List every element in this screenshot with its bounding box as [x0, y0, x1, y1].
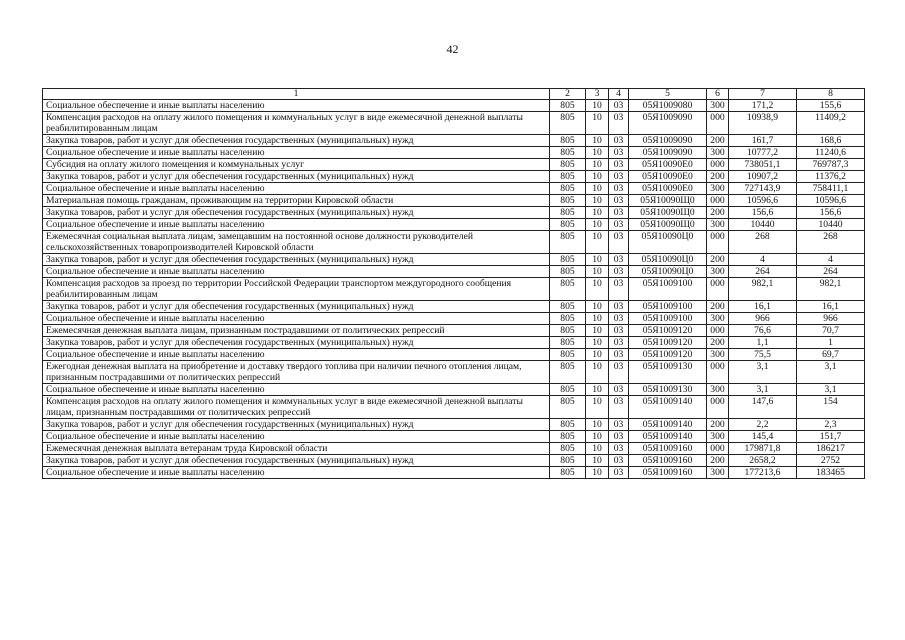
expense-type-cell: 200 [707, 171, 729, 183]
subsection-cell: 03 [609, 254, 629, 266]
amount-year1-cell: 3,1 [729, 361, 797, 384]
expense-type-cell: 000 [707, 443, 729, 455]
amount-year2-cell: 268 [797, 231, 865, 254]
amount-year1-cell: 268 [729, 231, 797, 254]
table-row [43, 455, 865, 467]
code-cell: 805 [550, 147, 586, 159]
expense-type-cell: 000 [707, 325, 729, 337]
column-header: 6 [707, 89, 729, 100]
table-header-row [43, 89, 865, 100]
section-cell: 10 [586, 278, 609, 301]
amount-year2-cell: 151,7 [797, 431, 865, 443]
target-article-cell: 05Я1009120 [629, 349, 707, 361]
expense-type-cell: 300 [707, 349, 729, 361]
amount-year1-cell: 10440 [729, 219, 797, 231]
table-row [43, 195, 865, 207]
expense-type-cell: 000 [707, 361, 729, 384]
amount-year2-cell: 10440 [797, 219, 865, 231]
table-row [43, 396, 865, 419]
code-cell: 805 [550, 301, 586, 313]
item-name-cell: Закупка товаров, работ и услуг для обеспечения государственных (муниципальных) нужд [43, 207, 550, 219]
subsection-cell: 03 [609, 396, 629, 419]
code-cell: 805 [550, 231, 586, 254]
expense-type-cell: 300 [707, 384, 729, 396]
amount-year2-cell: 183465 [797, 467, 865, 479]
code-cell: 805 [550, 100, 586, 112]
target-article-cell: 05Я10090Е0 [629, 159, 707, 171]
target-article-cell: 05Я1009120 [629, 325, 707, 337]
amount-year2-cell: 2752 [797, 455, 865, 467]
amount-year1-cell: 75,5 [729, 349, 797, 361]
column-header: 3 [586, 89, 609, 100]
expense-type-cell: 000 [707, 112, 729, 135]
target-article-cell: 05Я1009090 [629, 135, 707, 147]
section-cell: 10 [586, 431, 609, 443]
code-cell: 805 [550, 361, 586, 384]
table-row [43, 313, 865, 325]
amount-year2-cell: 154 [797, 396, 865, 419]
target-article-cell: 05Я1009130 [629, 361, 707, 384]
section-cell: 10 [586, 135, 609, 147]
amount-year1-cell: 2,2 [729, 419, 797, 431]
code-cell: 805 [550, 278, 586, 301]
item-name-cell: Ежегодная денежная выплата на приобретение и доставку твердого топлива при наличии печного отопления лицам, признанным пострадавшими от политических репрессий [43, 361, 550, 384]
target-article-cell: 05Я1009140 [629, 419, 707, 431]
section-cell: 10 [586, 384, 609, 396]
expense-type-cell: 300 [707, 467, 729, 479]
section-cell: 10 [586, 100, 609, 112]
amount-year1-cell: 147,6 [729, 396, 797, 419]
subsection-cell: 03 [609, 384, 629, 396]
table-row [43, 349, 865, 361]
section-cell: 10 [586, 396, 609, 419]
table-row [43, 337, 865, 349]
section-cell: 10 [586, 254, 609, 266]
column-header: 7 [729, 89, 797, 100]
section-cell: 10 [586, 183, 609, 195]
item-name-cell: Социальное обеспечение и иные выплаты населению [43, 431, 550, 443]
subsection-cell: 03 [609, 171, 629, 183]
section-cell: 10 [586, 419, 609, 431]
expense-type-cell: 000 [707, 159, 729, 171]
section-cell: 10 [586, 301, 609, 313]
target-article-cell: 05Я10090Е0 [629, 183, 707, 195]
target-article-cell: 05Я1009090 [629, 147, 707, 159]
expense-type-cell: 300 [707, 431, 729, 443]
amount-year2-cell: 264 [797, 266, 865, 278]
subsection-cell: 03 [609, 278, 629, 301]
subsection-cell: 03 [609, 361, 629, 384]
amount-year1-cell: 171,2 [729, 100, 797, 112]
target-article-cell: 05Я10090Е0 [629, 171, 707, 183]
target-article-cell: 05Я10090Ц0 [629, 254, 707, 266]
amount-year1-cell: 982,1 [729, 278, 797, 301]
column-header: 1 [43, 89, 550, 100]
code-cell: 805 [550, 467, 586, 479]
item-name-cell: Компенсация расходов на оплату жилого помещения и коммунальных услуг в виде ежемесячной денежной выплаты реабилитированным лицам [43, 112, 550, 135]
table-row [43, 467, 865, 479]
table-row [43, 384, 865, 396]
amount-year2-cell: 982,1 [797, 278, 865, 301]
target-article-cell: 05Я10090Ц0 [629, 231, 707, 254]
column-header: 5 [629, 89, 707, 100]
column-header: 2 [550, 89, 586, 100]
target-article-cell: 05Я1009130 [629, 384, 707, 396]
amount-year2-cell: 4 [797, 254, 865, 266]
code-cell: 805 [550, 112, 586, 135]
target-article-cell: 05Я1009160 [629, 443, 707, 455]
expense-type-cell: 300 [707, 266, 729, 278]
amount-year2-cell: 69,7 [797, 349, 865, 361]
item-name-cell: Социальное обеспечение и иные выплаты населению [43, 266, 550, 278]
subsection-cell: 03 [609, 207, 629, 219]
amount-year1-cell: 3,1 [729, 384, 797, 396]
code-cell: 805 [550, 384, 586, 396]
amount-year2-cell: 11376,2 [797, 171, 865, 183]
code-cell: 805 [550, 135, 586, 147]
code-cell: 805 [550, 171, 586, 183]
section-cell: 10 [586, 349, 609, 361]
expense-type-cell: 200 [707, 455, 729, 467]
page-number: 42 [446, 42, 459, 56]
item-name-cell: Социальное обеспечение и иные выплаты населению [43, 384, 550, 396]
amount-year2-cell: 3,1 [797, 361, 865, 384]
code-cell: 805 [550, 431, 586, 443]
table-row [43, 325, 865, 337]
expense-type-cell: 000 [707, 278, 729, 301]
amount-year2-cell: 758411,1 [797, 183, 865, 195]
expense-type-cell: 200 [707, 207, 729, 219]
expense-type-cell: 000 [707, 396, 729, 419]
amount-year2-cell: 70,7 [797, 325, 865, 337]
item-name-cell: Компенсация расходов за проезд по территории Российской Федерации транспортом междугородного сообщения реабилитированным лицам [43, 278, 550, 301]
amount-year2-cell: 168,6 [797, 135, 865, 147]
expense-type-cell: 300 [707, 183, 729, 195]
code-cell: 805 [550, 396, 586, 419]
amount-year1-cell: 966 [729, 313, 797, 325]
subsection-cell: 03 [609, 159, 629, 171]
subsection-cell: 03 [609, 431, 629, 443]
section-cell: 10 [586, 231, 609, 254]
subsection-cell: 03 [609, 183, 629, 195]
subsection-cell: 03 [609, 135, 629, 147]
table-row [43, 431, 865, 443]
code-cell: 805 [550, 207, 586, 219]
subsection-cell: 03 [609, 467, 629, 479]
target-article-cell: 05Я1009140 [629, 396, 707, 419]
amount-year1-cell: 145,4 [729, 431, 797, 443]
table-row [43, 147, 865, 159]
target-article-cell: 05Я1009090 [629, 112, 707, 135]
item-name-cell: Социальное обеспечение и иные выплаты населению [43, 219, 550, 231]
section-cell: 10 [586, 207, 609, 219]
item-name-cell: Социальное обеспечение и иные выплаты населению [43, 313, 550, 325]
amount-year2-cell: 11240,6 [797, 147, 865, 159]
target-article-cell: 05Я1009120 [629, 337, 707, 349]
amount-year1-cell: 177213,6 [729, 467, 797, 479]
item-name-cell: Компенсация расходов на оплату жилого помещения и коммунальных услуг в виде ежемесячной денежной выплаты лицам, признанным пострадавшими от политических репрессий [43, 396, 550, 419]
subsection-cell: 03 [609, 219, 629, 231]
table-row [43, 443, 865, 455]
section-cell: 10 [586, 455, 609, 467]
expense-type-cell: 300 [707, 219, 729, 231]
item-name-cell: Ежемесячная социальная выплата лицам, замещавшим на постоянной основе должности руководителей сельскохозяйственных товаропроизводителей Кировской области [43, 231, 550, 254]
section-cell: 10 [586, 219, 609, 231]
expense-type-cell: 300 [707, 147, 729, 159]
amount-year1-cell: 76,6 [729, 325, 797, 337]
target-article-cell: 05Я1009100 [629, 313, 707, 325]
item-name-cell: Закупка товаров, работ и услуг для обеспечения государственных (муниципальных) нужд [43, 419, 550, 431]
target-article-cell: 05Я1009100 [629, 278, 707, 301]
target-article-cell: 05Я1009160 [629, 467, 707, 479]
amount-year1-cell: 4 [729, 254, 797, 266]
table-row [43, 231, 865, 254]
amount-year2-cell: 1 [797, 337, 865, 349]
table-row [43, 219, 865, 231]
item-name-cell: Закупка товаров, работ и услуг для обеспечения государственных (муниципальных) нужд [43, 455, 550, 467]
code-cell: 805 [550, 266, 586, 278]
section-cell: 10 [586, 467, 609, 479]
expense-type-cell: 200 [707, 254, 729, 266]
amount-year1-cell: 727143,9 [729, 183, 797, 195]
target-article-cell: 05Я10090Ц0 [629, 266, 707, 278]
amount-year1-cell: 10777,2 [729, 147, 797, 159]
subsection-cell: 03 [609, 301, 629, 313]
amount-year2-cell: 156,6 [797, 207, 865, 219]
section-cell: 10 [586, 159, 609, 171]
item-name-cell: Субсидия на оплату жилого помещения и коммунальных услуг [43, 159, 550, 171]
subsection-cell: 03 [609, 147, 629, 159]
code-cell: 805 [550, 349, 586, 361]
expense-type-cell: 300 [707, 313, 729, 325]
table-row [43, 254, 865, 266]
subsection-cell: 03 [609, 112, 629, 135]
target-article-cell: 05Я1009080 [629, 100, 707, 112]
expense-type-cell: 000 [707, 195, 729, 207]
amount-year1-cell: 156,6 [729, 207, 797, 219]
target-article-cell: 05Я1009140 [629, 431, 707, 443]
table-row [43, 100, 865, 112]
amount-year1-cell: 2658,2 [729, 455, 797, 467]
target-article-cell: 05Я10090Щ0 [629, 207, 707, 219]
item-name-cell: Закупка товаров, работ и услуг для обеспечения государственных (муниципальных) нужд [43, 135, 550, 147]
expense-type-cell: 200 [707, 135, 729, 147]
expense-type-cell: 200 [707, 419, 729, 431]
code-cell: 805 [550, 325, 586, 337]
amount-year1-cell: 738051,1 [729, 159, 797, 171]
item-name-cell: Ежемесячная денежная выплата лицам, признанным пострадавшими от политических репрессий [43, 325, 550, 337]
amount-year1-cell: 264 [729, 266, 797, 278]
subsection-cell: 03 [609, 100, 629, 112]
table-row [43, 361, 865, 384]
amount-year1-cell: 161,7 [729, 135, 797, 147]
table-row [43, 301, 865, 313]
expense-type-cell: 300 [707, 100, 729, 112]
section-cell: 10 [586, 443, 609, 455]
amount-year2-cell: 16,1 [797, 301, 865, 313]
section-cell: 10 [586, 112, 609, 135]
item-name-cell: Закупка товаров, работ и услуг для обеспечения государственных (муниципальных) нужд [43, 254, 550, 266]
section-cell: 10 [586, 361, 609, 384]
expense-type-cell: 200 [707, 337, 729, 349]
amount-year1-cell: 10938,9 [729, 112, 797, 135]
amount-year2-cell: 11409,2 [797, 112, 865, 135]
target-article-cell: 05Я10090Щ0 [629, 195, 707, 207]
code-cell: 805 [550, 455, 586, 467]
code-cell: 805 [550, 219, 586, 231]
code-cell: 805 [550, 337, 586, 349]
column-header: 8 [797, 89, 865, 100]
table-row [43, 419, 865, 431]
table-row [43, 159, 865, 171]
table-row [43, 171, 865, 183]
column-header: 4 [609, 89, 629, 100]
subsection-cell: 03 [609, 195, 629, 207]
item-name-cell: Социальное обеспечение и иные выплаты населению [43, 467, 550, 479]
section-cell: 10 [586, 266, 609, 278]
section-cell: 10 [586, 147, 609, 159]
code-cell: 805 [550, 419, 586, 431]
target-article-cell: 05Я1009160 [629, 455, 707, 467]
section-cell: 10 [586, 171, 609, 183]
amount-year2-cell: 769787,3 [797, 159, 865, 171]
subsection-cell: 03 [609, 455, 629, 467]
amount-year1-cell: 1,1 [729, 337, 797, 349]
budget-table [42, 88, 865, 479]
table-row [43, 207, 865, 219]
amount-year1-cell: 179871,8 [729, 443, 797, 455]
section-cell: 10 [586, 195, 609, 207]
amount-year2-cell: 966 [797, 313, 865, 325]
code-cell: 805 [550, 195, 586, 207]
section-cell: 10 [586, 325, 609, 337]
table-row [43, 183, 865, 195]
section-cell: 10 [586, 313, 609, 325]
code-cell: 805 [550, 183, 586, 195]
item-name-cell: Социальное обеспечение и иные выплаты населению [43, 147, 550, 159]
subsection-cell: 03 [609, 443, 629, 455]
item-name-cell: Материальная помощь гражданам, проживающим на территории Кировской области [43, 195, 550, 207]
subsection-cell: 03 [609, 313, 629, 325]
table-row [43, 278, 865, 301]
subsection-cell: 03 [609, 231, 629, 254]
code-cell: 805 [550, 443, 586, 455]
amount-year2-cell: 2,3 [797, 419, 865, 431]
amount-year1-cell: 16,1 [729, 301, 797, 313]
item-name-cell: Социальное обеспечение и иные выплаты населению [43, 349, 550, 361]
item-name-cell: Социальное обеспечение и иные выплаты населению [43, 183, 550, 195]
expense-type-cell: 000 [707, 231, 729, 254]
item-name-cell: Закупка товаров, работ и услуг для обеспечения государственных (муниципальных) нужд [43, 337, 550, 349]
code-cell: 805 [550, 159, 586, 171]
amount-year2-cell: 10596,6 [797, 195, 865, 207]
amount-year2-cell: 155,6 [797, 100, 865, 112]
item-name-cell: Закупка товаров, работ и услуг для обеспечения государственных (муниципальных) нужд [43, 301, 550, 313]
amount-year2-cell: 186217 [797, 443, 865, 455]
subsection-cell: 03 [609, 419, 629, 431]
subsection-cell: 03 [609, 325, 629, 337]
amount-year1-cell: 10596,6 [729, 195, 797, 207]
section-cell: 10 [586, 337, 609, 349]
amount-year1-cell: 10907,2 [729, 171, 797, 183]
code-cell: 805 [550, 254, 586, 266]
target-article-cell: 05Я1009100 [629, 301, 707, 313]
expense-type-cell: 200 [707, 301, 729, 313]
item-name-cell: Ежемесячная денежная выплата ветеранам труда Кировской области [43, 443, 550, 455]
target-article-cell: 05Я10090Щ0 [629, 219, 707, 231]
table-row [43, 266, 865, 278]
subsection-cell: 03 [609, 266, 629, 278]
item-name-cell: Социальное обеспечение и иные выплаты населению [43, 100, 550, 112]
item-name-cell: Закупка товаров, работ и услуг для обеспечения государственных (муниципальных) нужд [43, 171, 550, 183]
table-row [43, 135, 865, 147]
amount-year2-cell: 3,1 [797, 384, 865, 396]
code-cell: 805 [550, 313, 586, 325]
subsection-cell: 03 [609, 349, 629, 361]
table-row [43, 112, 865, 135]
subsection-cell: 03 [609, 337, 629, 349]
